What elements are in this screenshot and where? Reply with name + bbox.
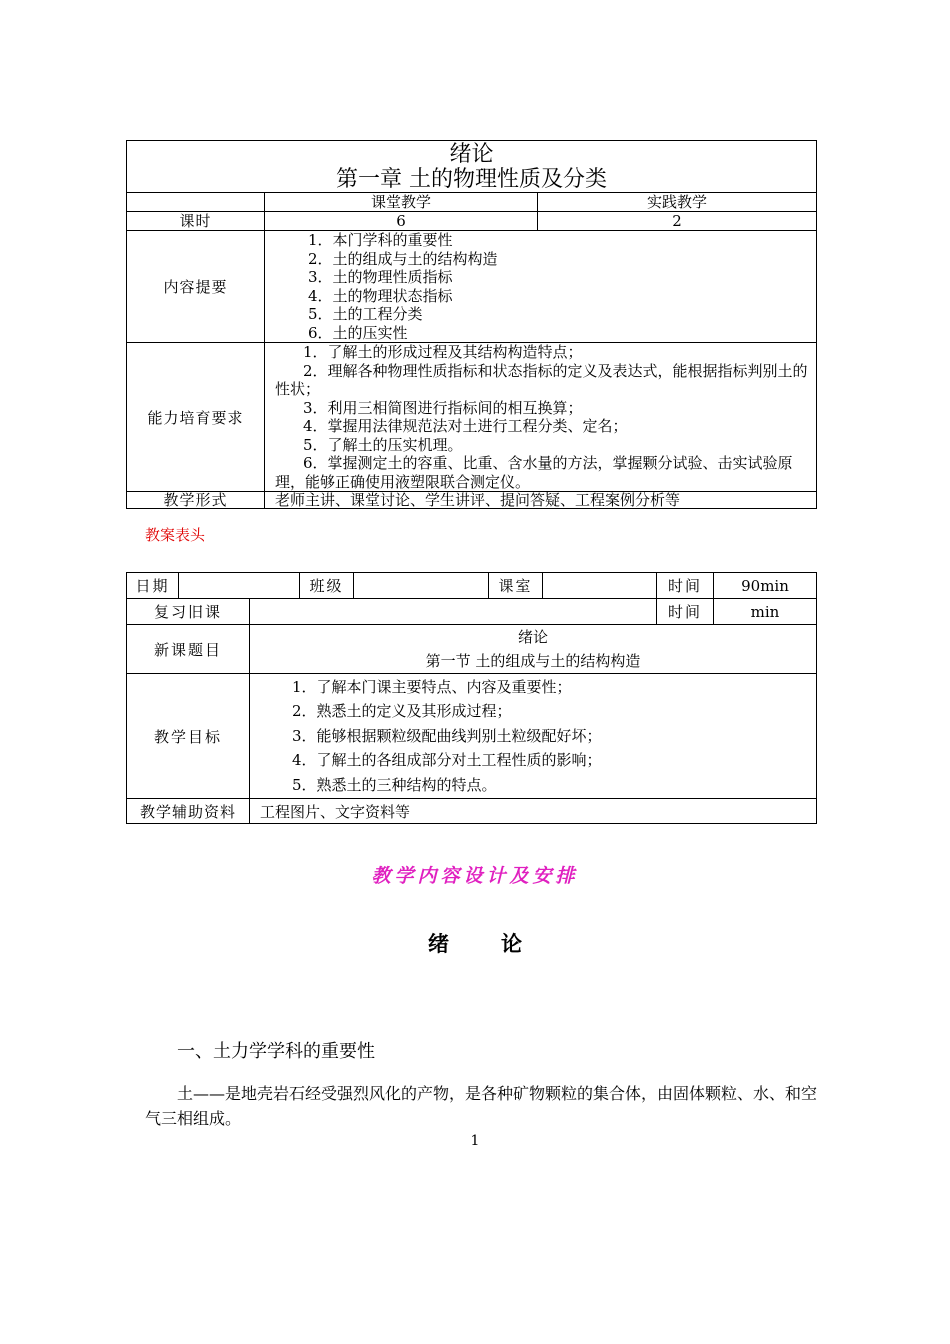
aids-value: 工程图片、文字资料等 <box>250 799 817 824</box>
aids-label: 教学辅助资料 <box>127 799 250 824</box>
review-time-value: min <box>714 599 817 625</box>
design-heading: 教学内容设计及安排 <box>371 865 579 887</box>
goal-item: 3．能够根据颗粒级配曲线判别土粒级配好坏； <box>292 726 602 745</box>
room-label: 课室 <box>489 573 543 599</box>
time-label: 时间 <box>657 573 714 599</box>
title-line-1: 绪论 <box>449 141 494 167</box>
main-title-char-1: 绪 <box>428 931 449 956</box>
lesson-table <box>126 572 817 824</box>
title-line-2: 第一章 土的物理性质及分类 <box>336 166 608 192</box>
goal-item: 1．了解本门课主要特点、内容及重要性； <box>292 677 572 696</box>
goal-item: 4．了解土的各组成部分对土工程性质的影响； <box>292 751 602 770</box>
review-time-label: 时间 <box>657 599 714 625</box>
goals-label: 教学目标 <box>127 674 250 799</box>
review-label: 复习旧课 <box>127 599 250 625</box>
main-title <box>0 928 950 958</box>
page-number: 1 <box>470 1133 480 1149</box>
newtopic-label: 新课题目 <box>127 625 250 674</box>
review-value <box>250 599 657 625</box>
date-label: 日期 <box>127 573 179 599</box>
syllabus-title <box>127 141 817 193</box>
empty-header-cell <box>127 193 265 212</box>
ability-item: 3．利用三相简图进行指标间的相互换算； <box>303 398 583 417</box>
ability-list <box>265 343 817 492</box>
content-item: 2．土的组成与土的结构构造 <box>308 249 498 268</box>
content-list <box>265 231 817 343</box>
syllabus-table <box>126 140 817 509</box>
date-value <box>179 573 300 599</box>
content-label: 内容提要 <box>127 231 265 343</box>
ability-item: 1．了解土的形成过程及其结构构造特点； <box>303 343 583 361</box>
hours-label: 课时 <box>127 212 265 231</box>
newtopic-line-1: 绪论 <box>517 628 548 646</box>
ability-item: 2．理解各种物理性质指标和状态指标的定义及表达式，能根据指标判别土的性状； <box>275 361 808 398</box>
ability-item: 6．掌握测定土的容重、比重、含水量的方法，掌握颗分试验、击实试验原理，能够正确使用液塑限联合测定仪。 <box>275 454 793 491</box>
form-label: 教学形式 <box>127 492 265 509</box>
col-classroom: 课堂教学 <box>265 193 538 212</box>
form-value: 老师主讲、课堂讨论、学生讲评、提问答疑、工程案例分析等 <box>265 492 817 509</box>
ability-item: 5．了解土的压实机理。 <box>303 435 463 454</box>
newtopic-value <box>250 625 817 674</box>
col-practice: 实践教学 <box>538 193 817 212</box>
time-value: 90min <box>714 573 817 599</box>
content-item: 3．土的物理性质指标 <box>308 268 453 286</box>
hours-practice: 2 <box>538 212 817 231</box>
content-item: 5．土的工程分类 <box>308 305 423 323</box>
ability-item: 4．掌握用法律规范法对土进行工程分类、定名； <box>303 417 628 435</box>
room-value <box>543 573 657 599</box>
main-title-char-2: 论 <box>501 931 522 956</box>
content-item: 4．土的物理状态指标 <box>308 286 453 305</box>
class-value <box>354 573 489 599</box>
content-item: 6．土的压实性 <box>308 323 408 342</box>
goal-item: 5．熟悉土的三种结构的特点。 <box>292 775 497 794</box>
hours-classroom: 6 <box>265 212 538 231</box>
section-1-paragraph: 土——是地壳岩石经受强烈风化的产物，是各种矿物颗粒的集合体，由固体颗粒、水、和空气三相组成。 <box>145 1084 818 1128</box>
content-item: 1．本门学科的重要性 <box>308 231 453 249</box>
goals-list <box>250 674 817 799</box>
lesson-header-label: 教案表头 <box>145 526 206 544</box>
goal-item: 2．熟悉土的定义及其形成过程； <box>292 702 512 721</box>
section-1-title: 一、土力学学科的重要性 <box>177 1041 375 1062</box>
ability-label: 能力培育要求 <box>127 343 265 492</box>
newtopic-line-2: 第一节 土的组成与土的结构构造 <box>425 652 641 670</box>
class-label: 班级 <box>300 573 354 599</box>
